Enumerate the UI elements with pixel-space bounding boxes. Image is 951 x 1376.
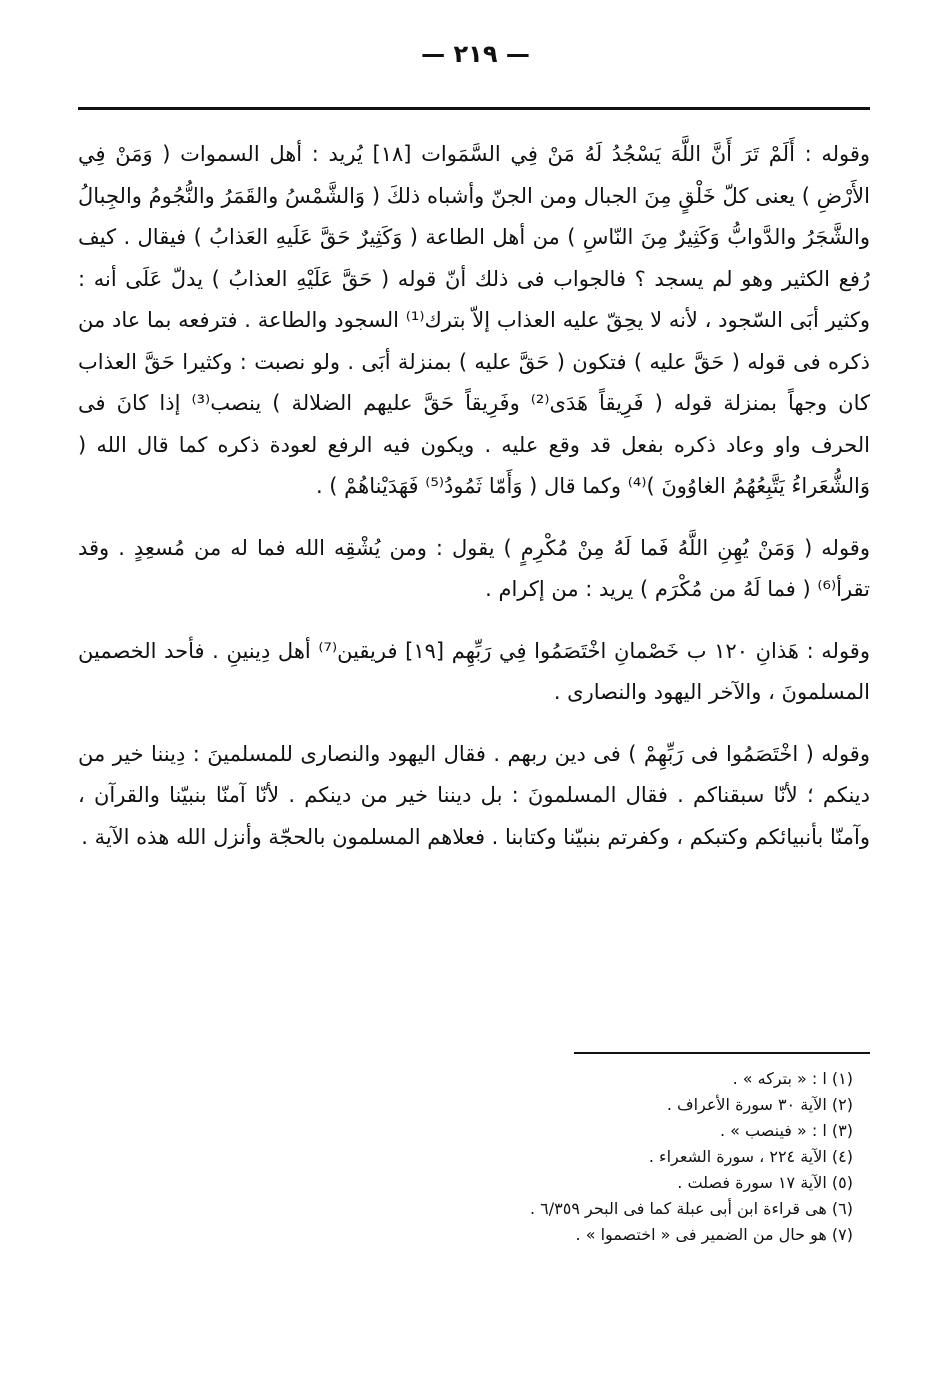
- footnote-2: (٢) الآية ٣٠ سورة الأعراف .: [666, 1095, 853, 1114]
- footnotes: [353, 1066, 853, 1248]
- footnote-3: (٣) ا : « فينصب » .: [720, 1121, 853, 1140]
- header-rule: [78, 107, 870, 110]
- footnote-6: (٦) هى قراءة ابن أبى عبلة كما فى البحر ٦/٣٥٩ .: [530, 1199, 853, 1218]
- footnote-4: (٤) الآية ٢٢٤ ، سورة الشعراء .: [648, 1147, 853, 1166]
- page-number: — ٢١٩ —: [421, 40, 530, 68]
- footnote-rule: [574, 1052, 870, 1054]
- footnote-1: (١) ا : « بتركه » .: [732, 1069, 853, 1088]
- footnote-5: (٥) الآية ١٧ سورة فصلت .: [677, 1173, 853, 1192]
- paragraph-3: وقوله : هَذانِ ١٢٠ ب خَصْمانِ اخْتَصَمُوا فِي رَبِّهِم [١٩] فريقين⁽⁷⁾ أهل دِينينِ . فأحد الخصمين المسلمونَ ، والآخر اليهود والنصارى .: [78, 638, 870, 704]
- paragraph-4: وقوله ( اخْتَصَمُوا فى رَبِّهِمْ ) فى دين ربهم . فقال اليهود والنصارى للمسلمينَ : دِيننا خير من دينكم ؛ لأنّا سبقناكم . فقال المسلمونَ : بل ديننا خير من دينكم . لأنّا آمنّا بنبيّنا والقرآن ، وآمنّا بأنبيائكم وكتبكم ، وكفرتم بنبيّنا وكتابنا . فعلاهم المسلمون بالحجّة وأنزل الله هذه الآية .: [78, 741, 870, 849]
- footnote-7: (٧) هو حال من الضمير فى « اختصموا » .: [575, 1225, 853, 1244]
- main-text: [78, 134, 870, 858]
- paragraph-1: وقوله : أَلَمْ تَرَ أَنَّ اللَّهَ يَسْجُدُ لَهُ مَنْ فِي السَّمَوات [١٨] يُريد : أهل السموات ( وَمَنْ فِي الأَرْضِ ) يعنى كلّ خَلْقٍ مِنَ الجبال ومن الجنّ وأشباه ذلكَ ( وَالشَّمْسُ والقَمَرُ والنُّجُومُ والجِبالُ والشَّجَرُ والدَّوابُّ وَكَثِيرٌ مِنَ النّاسِ ) من أهل الطاعة ( وَكَثِيرٌ حَقَّ عَلَيهِ العَذابُ ) فيقال . كيف رُفع الكثير وهو لم يسجد ؟ فالجواب فى ذلك أنّ قوله ( حَقَّ عَلَيْهِ العذابُ ) يدلّ عَلَى أنه : وكثير أبَى السّجود ، لأنه لا يحِقّ عليه العذاب إلاّ بترك⁽¹⁾ السجود والطاعة . فترفعه بما عاد من ذكره فى قوله ( حَقَّ عليه ) فتكون ( حَقَّ عليه ) بمنزلة أبَى . ولو نصبت : وكثيرا حَقَّ العذاب كان وجهاً بمنزلة قوله ( فَرِيقاً هَدَى⁽²⁾ وفَرِيقاً حَقَّ عليهم الضلالة ) ينصب⁽³⁾ إذا كانَ فى الحرف واو وعاد ذكره بفعل قد وقع عليه . ويكون فيه الرفع لعودة ذكره كما قال الله ( وَالشُّعَراءُ يَتَّبِعُهُمُ الغاوُونَ )⁽⁴⁾ وكما قال ( وَأَمّا ثَمُودُ⁽⁵⁾ فَهَدَيْناهُمْ ) .: [78, 142, 871, 498]
- paragraph-2: وقوله ( وَمَنْ يُهِنِ اللَّهُ فَما لَهُ مِنْ مُكْرِمٍ ) يقول : ومن يُشْقِه الله فما له من مُسعِدٍ . وقد تقرأ⁽⁶⁾ ( فما لَهُ من مُكْرَم ) يريد : من إكرام .: [78, 535, 870, 601]
